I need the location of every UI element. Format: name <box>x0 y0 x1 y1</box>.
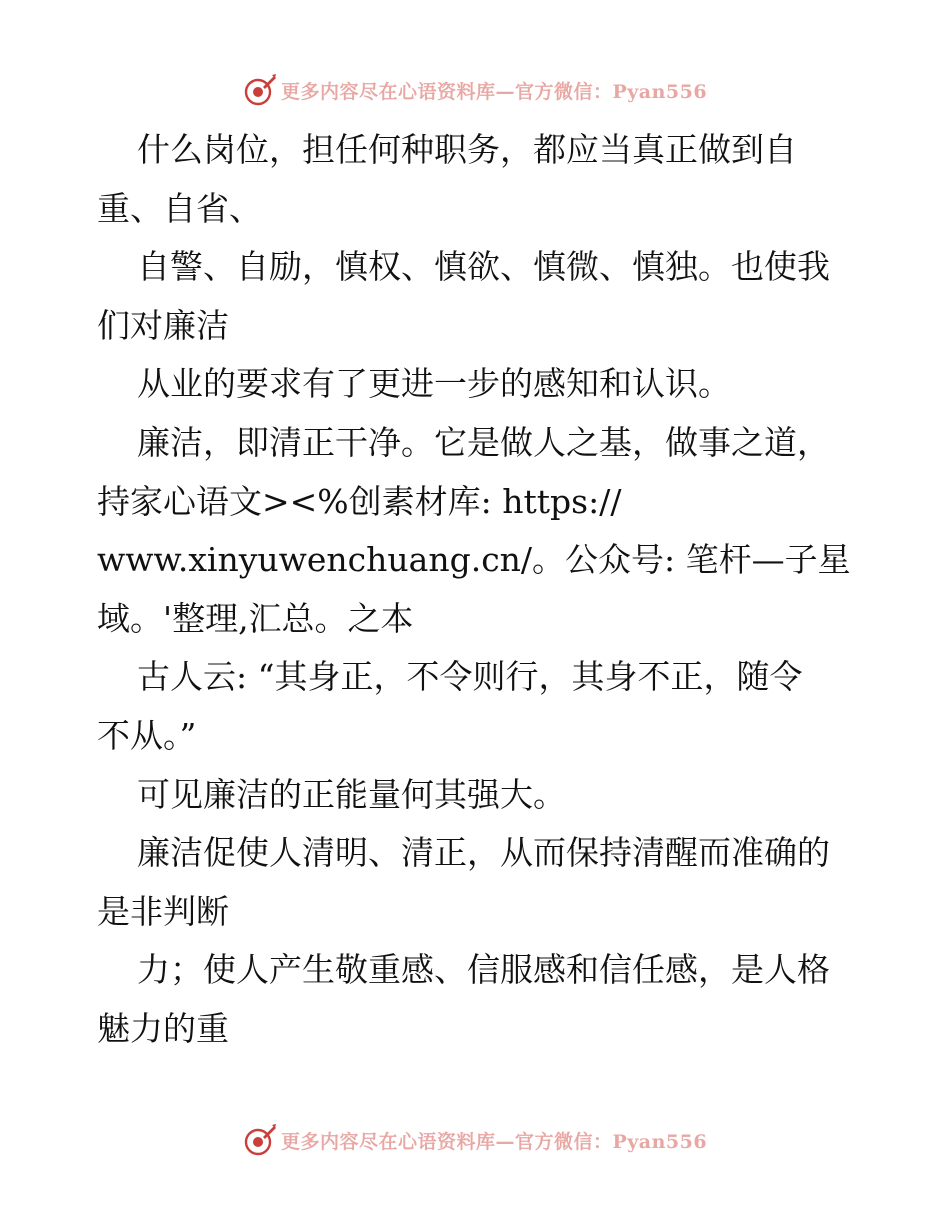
watermark-text: 更多内容尽在心语资料库—官方微信：Pyan556 <box>280 80 708 103</box>
body-text <box>97 121 857 1059</box>
text-line: 什么岗位，担任何种职务，都应当真正做到自 <box>137 130 797 169</box>
text-line: 域。'整理,汇总。之本 <box>97 598 414 638</box>
text-line: 廉洁促使人清明、清正，从而保持清醒而准确的 <box>137 833 830 873</box>
text-line: www.xinyuwenchuang.cn/。公众号: 笔杆—子星 <box>97 540 851 580</box>
text-line: 力；使人产生敬重感、信服感和信任感，是人格 <box>137 950 830 990</box>
text-line: 重、自省、 <box>97 188 262 228</box>
quill-logo-icon <box>243 73 277 107</box>
text-line: 可见廉洁的正能量何其强大。 <box>137 774 566 814</box>
text-line: 不从。” <box>97 715 197 755</box>
text-line: 持家心语文><%创素材库: https:// <box>97 481 622 521</box>
text-line: 是非判断 <box>97 891 229 931</box>
text-line: 们对廉洁 <box>97 305 229 345</box>
text-line: 廉洁，即清正干净。它是做人之基，做事之道， <box>137 422 830 462</box>
text-line: 从业的要求有了更进一步的感知和认识。 <box>137 364 731 404</box>
text-line: 古人云: “其身正，不令则行，其身不正，随令 <box>137 657 803 697</box>
text-line: 自警、自励，慎权、慎欲、慎微、慎独。也使我 <box>137 247 830 287</box>
header-watermark <box>0 70 950 110</box>
text-line: 魅力的重 <box>97 1008 229 1048</box>
footer-watermark <box>0 1120 950 1160</box>
watermark-text: 更多内容尽在心语资料库—官方微信：Pyan556 <box>280 1130 708 1153</box>
quill-logo-icon <box>243 1123 277 1157</box>
